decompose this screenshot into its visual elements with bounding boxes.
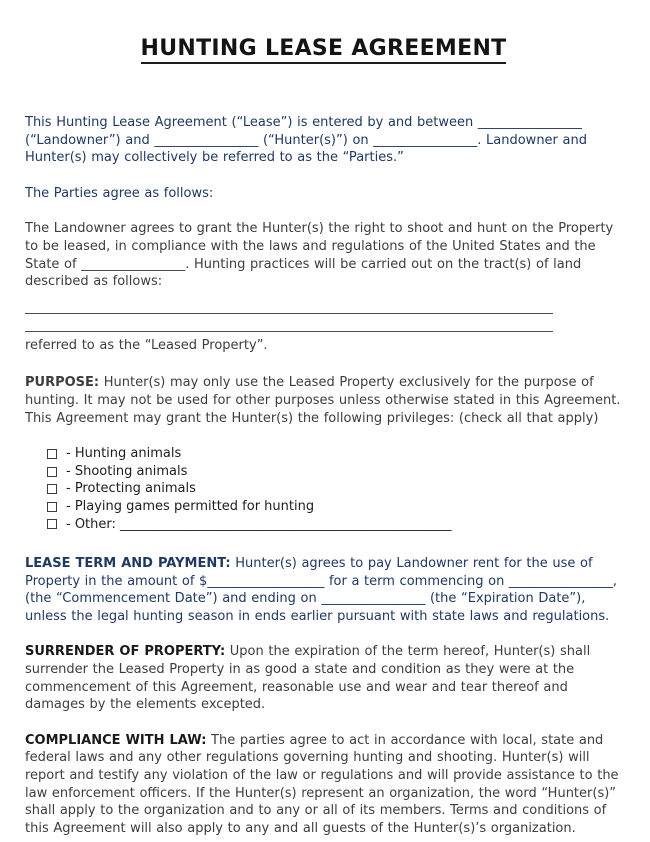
checklist-item-label: - Hunting animals — [66, 446, 182, 462]
checklist-item-label: - Other: ___________________________________________________ — [66, 516, 452, 532]
checklist-item-label: - Playing games permitted for hunting — [66, 498, 315, 514]
parties-agree-line: The Parties agree as follows: — [25, 185, 214, 201]
checklist-item-label: - Shooting animals — [66, 463, 188, 479]
checklist-item-playing-games — [47, 498, 622, 516]
compliance-section — [25, 732, 622, 838]
checkbox-hunting-animals[interactable] — [47, 449, 57, 459]
surrender-section — [25, 643, 622, 713]
compliance-heading: COMPLIANCE WITH LAW: — [25, 732, 207, 748]
privileges-checklist — [47, 445, 622, 533]
blank-fill-line-1 — [25, 297, 553, 314]
document-title: HUNTING LEASE AGREEMENT — [141, 36, 507, 64]
blank-fill-line-2 — [25, 315, 553, 332]
checklist-item-shooting — [47, 463, 622, 481]
lease-term-section — [25, 555, 622, 625]
checklist-item-label: - Protecting animals — [66, 481, 196, 497]
grant-paragraph: The Landowner agrees to grant the Hunter(s) the right to shoot and hunt on the Property to be leased, in compliance with the laws and regulations of the United States and the State of ________________. Hunting practices will be carried out on the tract(s) of land described as follows: — [25, 221, 614, 290]
purpose-text: Hunter(s) may only use the Leased Property exclusively for the purpose of hunting. It may not be used for other purposes unless otherwise stated in this Agreement. This Agreement may grant the Hunter(s) the following privileges: (check all that apply) — [25, 375, 621, 426]
purpose-section — [25, 374, 622, 427]
purpose-heading: PURPOSE: — [25, 375, 100, 391]
title-container — [25, 36, 622, 64]
compliance-text: The parties agree to act in accordance with local, state and federal laws and any other regulations governing hunting and shooting. Hunter(s) will report and testify any violation of the law or regulations and will provide assistance to the law enforcement officers. If the Hunter(s) represent an organization, the word “Hunter(s)” shall apply to the organization and to any or all of its members. Terms and conditions of this Agreement will also apply to any and all guests of the Hunter(s)’s organization. — [25, 732, 619, 836]
checkbox-other[interactable] — [47, 519, 57, 529]
surrender-text: Upon the expiration of the term hereof, Hunter(s) shall surrender the Leased Property in as good a state and condition as they were at the commencement of this Agreement, reasonable use and wear and tear thereof and damages by the elements excepted. — [25, 644, 591, 713]
leased-property-line: referred to as the “Leased Property”. — [25, 337, 268, 353]
intro-paragraph: This Hunting Lease Agreement (“Lease”) is entered by and between ________________ (“Landowner”) and ________________ (“Hunter(s)”) on ________________. Landowner and Hunter(s) may collectively be referred to as the “Parties.” — [25, 115, 587, 166]
checklist-item-hunting — [47, 445, 622, 463]
lease-term-text: Hunter(s) agrees to pay Landowner rent for the use of Property in the amount of $__________________ for a term commencing on ________________, (the “Commencement Date”) and ending on ________________ (the “Expiration Date”), unless the legal hunting season in ends earlier pursuant with state laws and regulations. — [25, 556, 618, 624]
checklist-item-other — [47, 516, 622, 534]
checklist-item-protecting — [47, 480, 622, 498]
lease-term-heading: LEASE TERM AND PAYMENT: — [25, 556, 231, 572]
checkbox-playing-games[interactable] — [47, 502, 57, 512]
checkbox-protecting-animals[interactable] — [47, 484, 57, 494]
checkbox-shooting-animals[interactable] — [47, 467, 57, 477]
surrender-heading: SURRENDER OF PROPERTY: — [25, 644, 226, 660]
